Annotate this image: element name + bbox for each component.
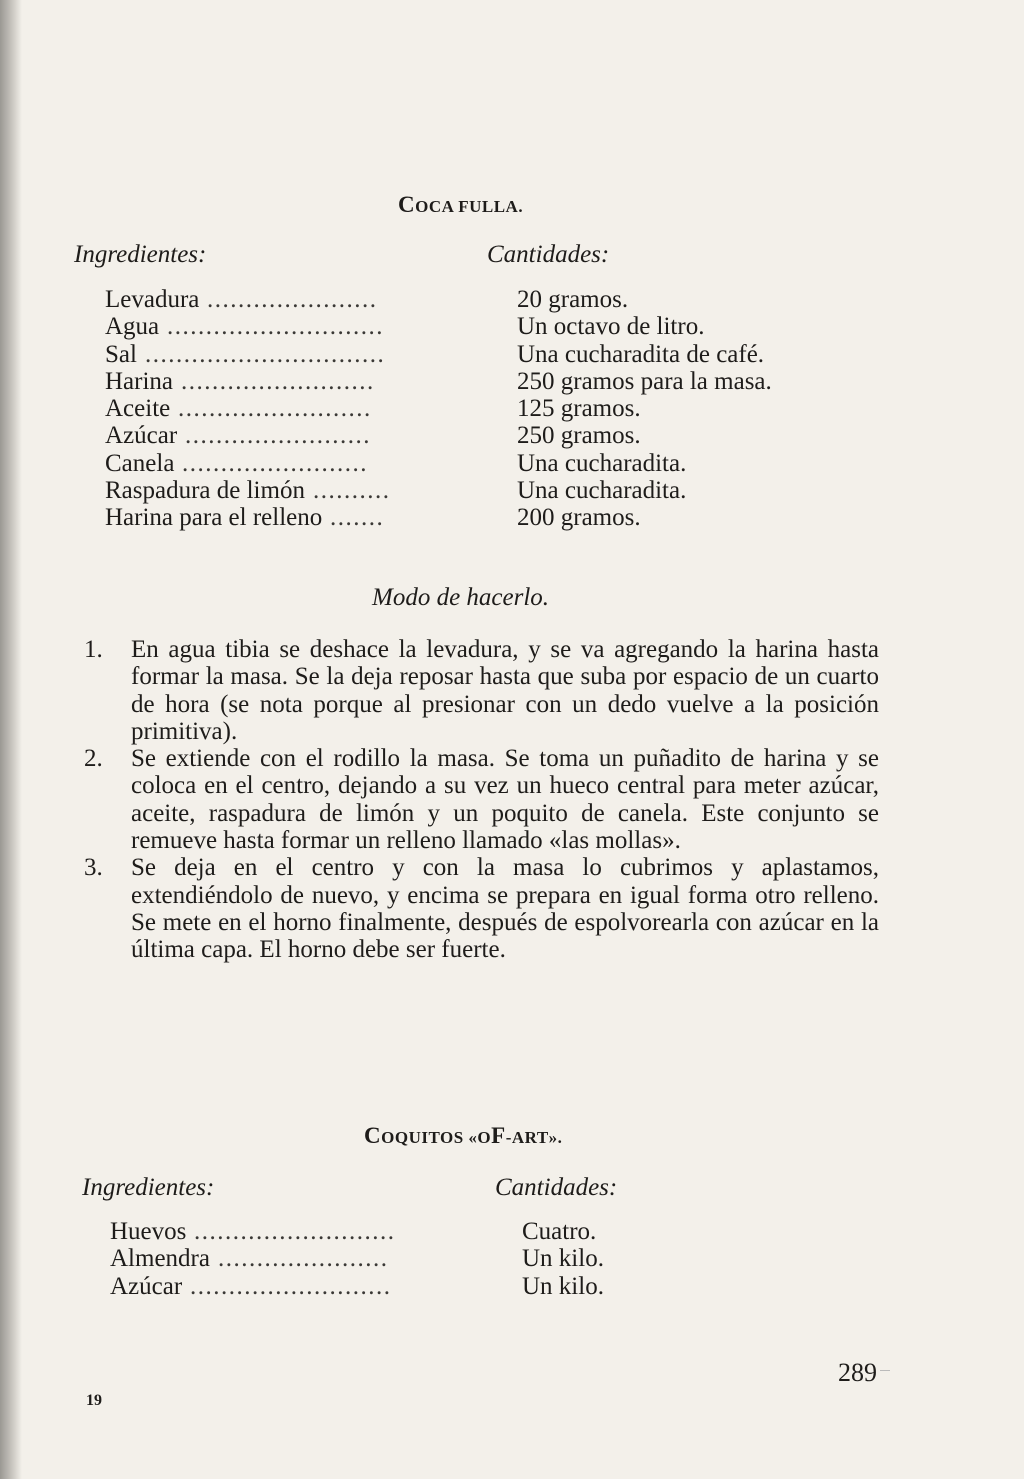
- step-text: Se deja en el centro y con la masa lo cubrimos y aplastamos, extendiéndolo de nuevo, y encima se prepara en igual forma otro relleno. Se mete en el horno finalmente, después de espolvorearla con azúcar en la última capa. El horno debe ser fuerte.: [131, 854, 879, 964]
- ingredient-name: Aceite: [105, 395, 171, 423]
- recipe-title-coca-fulla: COCA FULLA.: [398, 192, 524, 217]
- step-text: En agua tibia se deshace la levadura, y se va agregando la harina hasta formar la masa. Se la deja reposar hasta que suba por espacio de un cuarto de hora (se nota porque al presionar con un dedo vuelve a la posición primitiva).: [131, 636, 879, 745]
- ingredient-row: [0, 1245, 1024, 1272]
- ingredient-row: [0, 477, 1024, 504]
- ingredient-quantity: Una cucharadita.: [517, 477, 687, 505]
- step-number: 1.: [84, 636, 103, 663]
- ingredient-name: Sal: [105, 340, 137, 368]
- step-number: 3.: [84, 854, 103, 882]
- signature-mark: 19: [86, 1392, 102, 1409]
- ingredient-name: Huevos: [110, 1218, 187, 1245]
- ingredient-row: [0, 1218, 1024, 1245]
- ingredient-name: Harina para el relleno: [105, 504, 323, 532]
- ingredient-name: Azúcar: [105, 422, 178, 450]
- method-heading: Modo de hacerlo.: [372, 584, 550, 611]
- ingredient-row: [0, 286, 1024, 313]
- ingredient-name: Levadura: [105, 286, 200, 313]
- ingredient-row: [0, 313, 1024, 340]
- leader-dots: ...............................: [145, 340, 386, 368]
- ingredient-row: [0, 341, 1024, 368]
- ingredient-name: Almendra: [110, 1245, 210, 1273]
- ingredient-name: Agua: [105, 313, 160, 341]
- ingredient-quantity: 200 gramos.: [517, 504, 641, 532]
- ingredient-row: [0, 422, 1024, 449]
- ingredient-row: [0, 504, 1024, 531]
- ingredients-list: [0, 286, 1024, 532]
- ingredient-row: [0, 450, 1024, 477]
- step-text: Se extiende con el rodillo la masa. Se toma un puñadito de harina y se coloca en el centro, dejando a su vez un hueco central para meter azúcar, aceite, raspadura de limón y un poquito de canela. Este conjunto se remueve hasta formar un relleno llamado «las mollas».: [131, 745, 879, 855]
- ingredient-quantity: 250 gramos para la masa.: [517, 367, 772, 395]
- decorative-dash: [880, 1370, 890, 1371]
- leader-dots: ............................: [167, 313, 384, 341]
- ingredients-list-2: [0, 1218, 1024, 1300]
- leader-dots: ........................: [182, 449, 368, 477]
- ingredient-quantity: Cuatro.: [522, 1218, 597, 1245]
- method-step: [84, 636, 879, 745]
- page-number: 289: [838, 1358, 877, 1387]
- method-step: [84, 745, 879, 854]
- leader-dots: .......: [330, 504, 385, 532]
- ingredient-name: Raspadura de limón: [105, 477, 305, 505]
- ingredient-quantity: 20 gramos.: [517, 286, 629, 313]
- ingredients-heading: Ingredientes:: [74, 241, 207, 268]
- ingredient-quantity: Un octavo de litro.: [517, 313, 705, 341]
- ingredient-quantity: 250 gramos.: [517, 422, 641, 450]
- method-step: [84, 854, 879, 963]
- quantities-heading-2: Cantidades:: [495, 1174, 618, 1201]
- ingredient-name: Azúcar: [110, 1272, 183, 1300]
- leader-dots: ..........................: [190, 1272, 392, 1300]
- leader-dots: ......................: [207, 286, 378, 313]
- leader-dots: .........................: [178, 395, 372, 423]
- ingredient-name: Harina: [105, 367, 174, 395]
- leader-dots: ........................: [185, 422, 371, 450]
- ingredient-row: [0, 395, 1024, 422]
- method-steps: [84, 636, 879, 964]
- quantities-heading: Cantidades:: [487, 241, 610, 268]
- ingredient-quantity: Una cucharadita.: [517, 449, 687, 477]
- ingredient-quantity: Un kilo.: [522, 1272, 604, 1300]
- leader-dots: ......................: [218, 1245, 389, 1273]
- leader-dots: ..........................: [194, 1218, 396, 1245]
- recipe-title-coquitos-of-art: COQUITOS «OF-ART».: [364, 1123, 563, 1148]
- step-number: 2.: [84, 745, 103, 773]
- leader-dots: ..........: [313, 477, 391, 505]
- ingredient-quantity: Un kilo.: [522, 1245, 604, 1273]
- ingredient-row: [0, 368, 1024, 395]
- ingredient-name: Canela: [105, 449, 175, 477]
- ingredient-quantity: Una cucharadita de café.: [517, 340, 765, 368]
- ingredient-row: [0, 1273, 1024, 1300]
- leader-dots: .........................: [181, 367, 375, 395]
- ingredient-quantity: 125 gramos.: [517, 395, 641, 423]
- ingredients-heading-2: Ingredientes:: [82, 1174, 215, 1201]
